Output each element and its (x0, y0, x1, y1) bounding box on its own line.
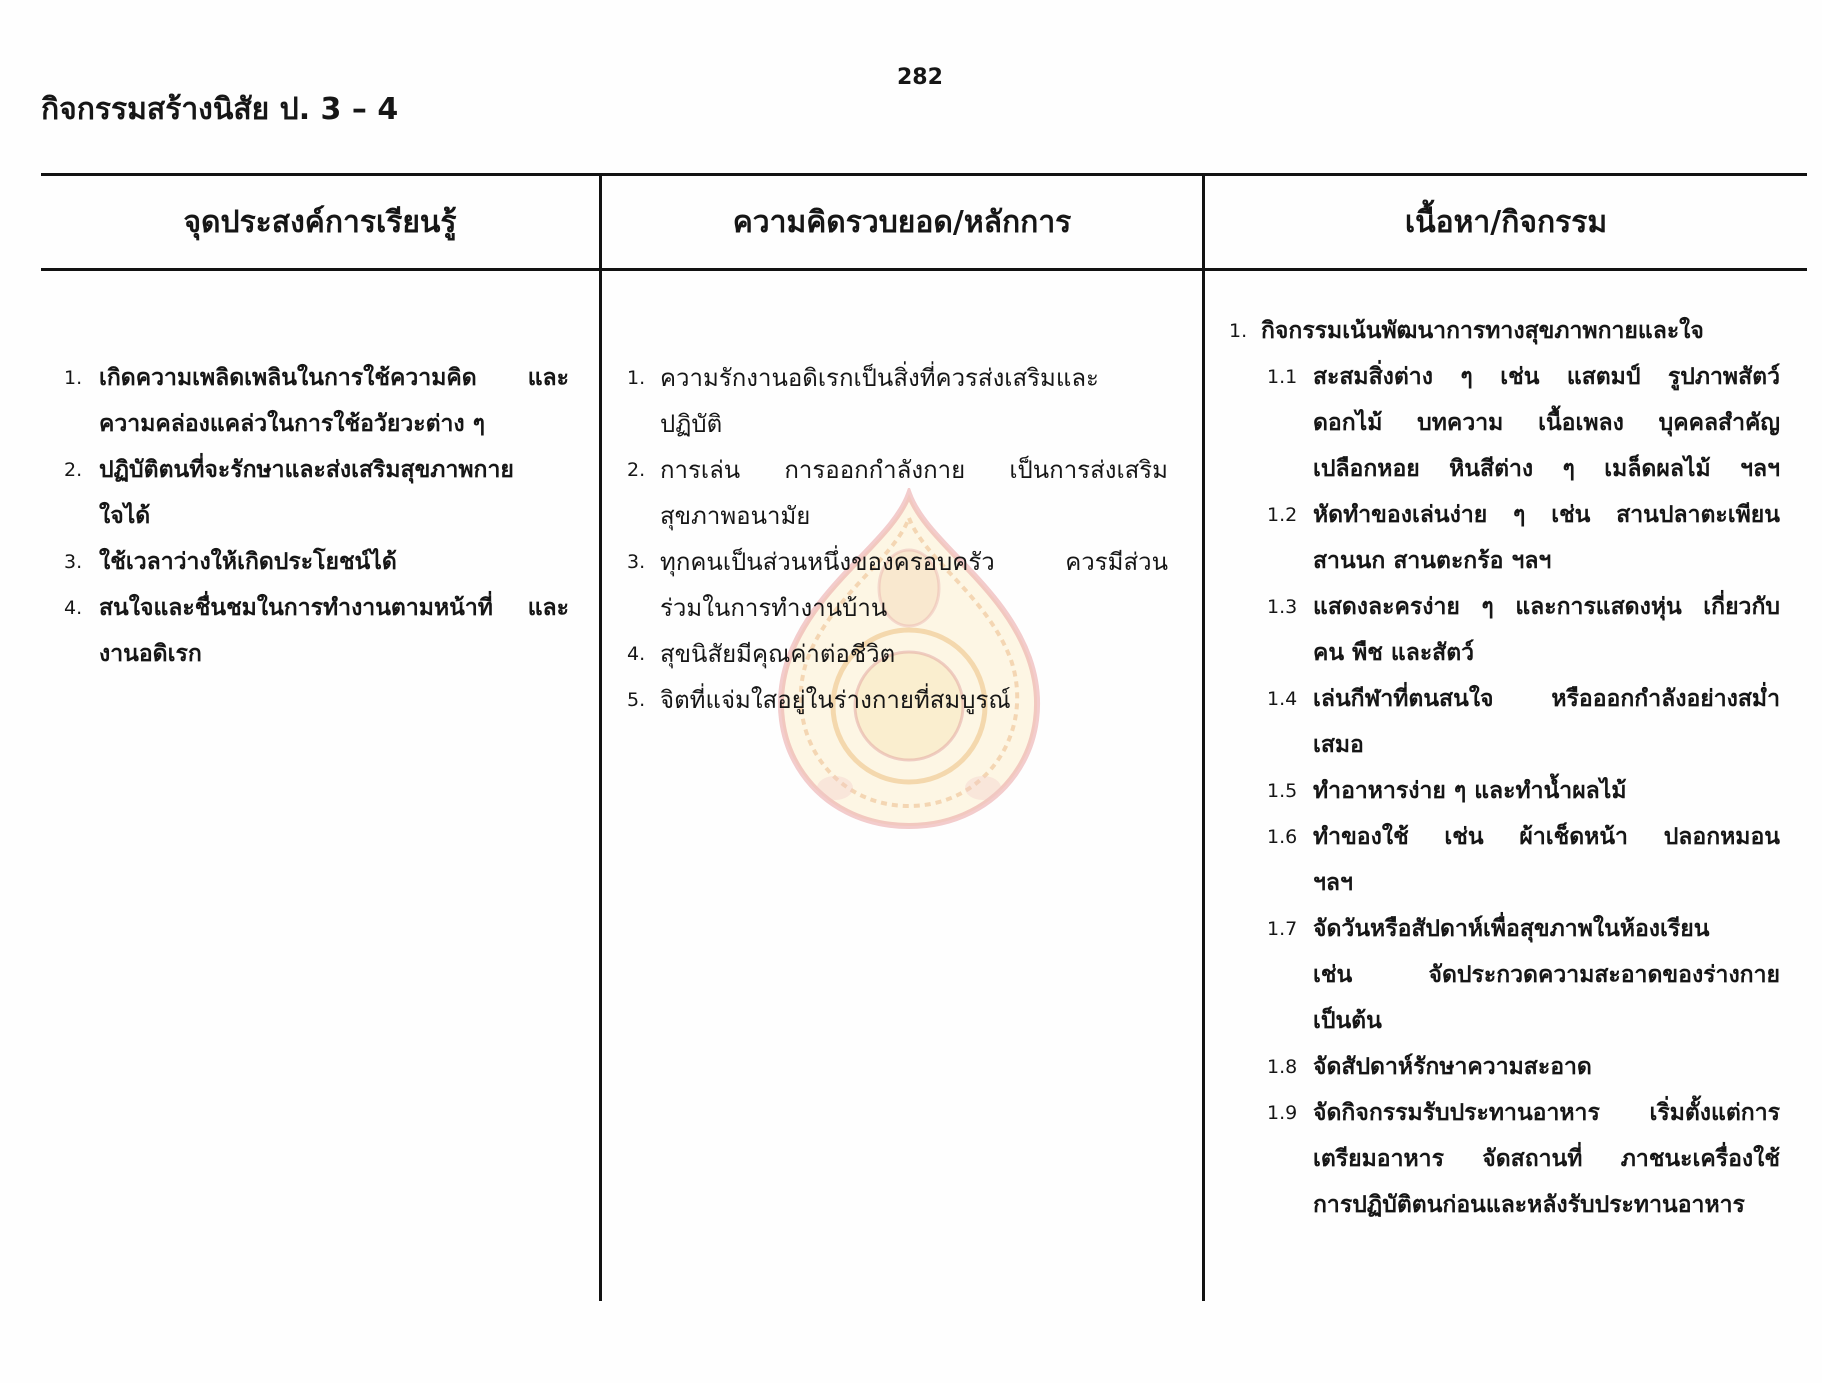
item-text-line: ความรักงานอดิเรกเป็นสิ่งที่ควรส่งเสริมและ (660, 364, 1099, 392)
item-text-line: ทุกคนเป็นส่วนหนึ่งของครอบครัว ควรมีส่วน (660, 548, 1168, 576)
item-text-line: ฯลฯ (1313, 870, 1353, 896)
item-text-line: จิตที่แจ่มใสอยู่ในร่างกายที่สมบูรณ์ (660, 686, 1011, 714)
item-text-line: ใช้เวลาว่างให้เกิดประโยชน์ได้ (99, 549, 397, 575)
item-text-line: เช่น จัดประกวดความสะอาดของร่างกาย (1313, 962, 1780, 988)
item-number: 4. (64, 597, 83, 619)
concepts-column (627, 355, 1168, 723)
concept-item (627, 677, 1168, 723)
item-text-line: เปลือกหอย หินสีต่าง ๆ เมล็ดผลไม้ ฯลฯ (1313, 456, 1780, 482)
activity-subitem (1267, 906, 1780, 1044)
subitem-number: 1.5 (1267, 780, 1298, 802)
item-text-line: สานนก สานตะกร้อ ฯลฯ (1313, 548, 1552, 574)
item-text-line: แสดงละครง่าย ๆ และการแสดงหุ่น เกี่ยวกับ (1313, 594, 1780, 620)
subitem-number: 1.9 (1267, 1102, 1298, 1124)
item-text-line: ความคล่องแคล่วในการใช้อวัยวะต่าง ๆ (99, 411, 486, 437)
seal-lotus-right (965, 776, 1001, 800)
objective-item (64, 355, 569, 447)
page-number: 282 (897, 65, 943, 90)
subitem-number: 1.1 (1267, 366, 1298, 388)
item-number: 4. (627, 643, 646, 665)
item-text-line: หัดทำของเล่นง่าย ๆ เช่น สานปลาตะเพียน (1313, 502, 1780, 528)
item-number: 3. (627, 551, 646, 573)
subitem-number: 1.6 (1267, 826, 1298, 848)
column-header-activities: เนื้อหา/กิจกรรม (1404, 204, 1608, 240)
activity-subitem (1267, 1044, 1780, 1090)
concept-item (627, 631, 1168, 677)
item-number: 1. (64, 367, 83, 389)
objective-item (64, 539, 569, 585)
item-text-line: ทำของใช้ เช่น ผ้าเช็ดหน้า ปลอกหมอน (1313, 824, 1780, 850)
item-number: 2. (627, 459, 646, 481)
item-number: 3. (64, 551, 83, 573)
item-text-line: เกิดความเพลิดเพลินในการใช้ความคิด และ (99, 365, 569, 391)
subitem-number: 1.7 (1267, 918, 1298, 940)
item-text-line: ดอกไม้ บทความ เนื้อเพลง บุคคลสำคัญ (1313, 410, 1780, 436)
objective-item (64, 447, 569, 539)
item-text-line: การปฏิบัติตนก่อนและหลังรับประทานอาหาร (1313, 1192, 1745, 1218)
item-text-line: จัดกิจกรรมรับประทานอาหาร เริ่มตั้งแต่การ (1313, 1100, 1780, 1126)
objective-item (64, 585, 569, 677)
activity-subitem (1267, 1090, 1780, 1228)
activity-subitem (1267, 492, 1780, 584)
item-text-line: งานอดิเรก (99, 641, 202, 667)
item-text-line: เตรียมอาหาร จัดสถานที่ ภาชนะเครื่องใช้ (1313, 1146, 1780, 1172)
item-text-line: เสมอ (1313, 732, 1364, 758)
activities-column (1229, 308, 1780, 1228)
item-text-line: จัดวันหรือสัปดาห์เพื่อสุขภาพในห้องเรียน (1313, 916, 1710, 942)
item-text-line: การเล่น การออกกำลังกาย เป็นการส่งเสริม (660, 456, 1168, 484)
item-number: 1. (627, 367, 646, 389)
concept-item (627, 447, 1168, 539)
column-divider (599, 173, 602, 1301)
item-text-line: สุขนิสัยมีคุณค่าต่อชีวิต (660, 640, 896, 668)
seal-lotus-left (817, 776, 853, 800)
activity-subitem (1267, 584, 1780, 676)
item-number: 1. (1229, 320, 1248, 342)
activity-group-heading (1229, 308, 1780, 354)
item-text-line: สุขภาพอนามัย (660, 502, 811, 530)
item-text-line: สนใจและชื่นชมในการทำงานตามหน้าที่ และ (99, 595, 569, 621)
activity-subitem (1267, 354, 1780, 492)
item-text-line: ใจได้ (99, 503, 151, 529)
item-number: 5. (627, 689, 646, 711)
column-header-objectives: จุดประสงค์การเรียนรู้ (183, 204, 457, 240)
item-text-line: ร่วมในการทำงานบ้าน (660, 594, 888, 622)
item-text-line: ทำอาหารง่าย ๆ และทำน้ำผลไม้ (1313, 778, 1627, 804)
activity-subitem (1267, 768, 1780, 814)
item-text-line: คน พืช และสัตว์ (1313, 640, 1475, 666)
activity-subitem (1267, 814, 1780, 906)
item-text-line: จัดสัปดาห์รักษาความสะอาด (1313, 1054, 1592, 1080)
item-text-line: ปฏิบัติ (660, 410, 723, 438)
item-text-line: ปฏิบัติตนที่จะรักษาและส่งเสริมสุขภาพกาย (99, 457, 514, 483)
column-header-concepts: ความคิดรวบยอด/หลักการ (732, 204, 1072, 240)
concept-item (627, 355, 1168, 447)
item-text-line: กิจกรรมเน้นพัฒนาการทางสุขภาพกายและใจ (1261, 318, 1704, 344)
item-text-line: สะสมสิ่งต่าง ๆ เช่น แสตมป์ รูปภาพสัตว์ (1313, 364, 1780, 390)
subitem-number: 1.3 (1267, 596, 1298, 618)
item-number: 2. (64, 459, 83, 481)
objectives-column (64, 355, 569, 677)
subitem-number: 1.8 (1267, 1056, 1298, 1078)
page-title: กิจกรรมสร้างนิสัย ป. 3 – 4 (41, 92, 399, 127)
subitem-number: 1.4 (1267, 688, 1298, 710)
subitem-number: 1.2 (1267, 504, 1298, 526)
item-text-line: เป็นต้น (1313, 1008, 1382, 1034)
concept-item (627, 539, 1168, 631)
table-header-rule (41, 268, 1807, 271)
item-text-line: เล่นกีฬาที่ตนสนใจ หรือออกกำลังอย่างสม่ำ (1313, 686, 1780, 712)
activity-subitem (1267, 676, 1780, 768)
column-divider (1202, 173, 1205, 1301)
